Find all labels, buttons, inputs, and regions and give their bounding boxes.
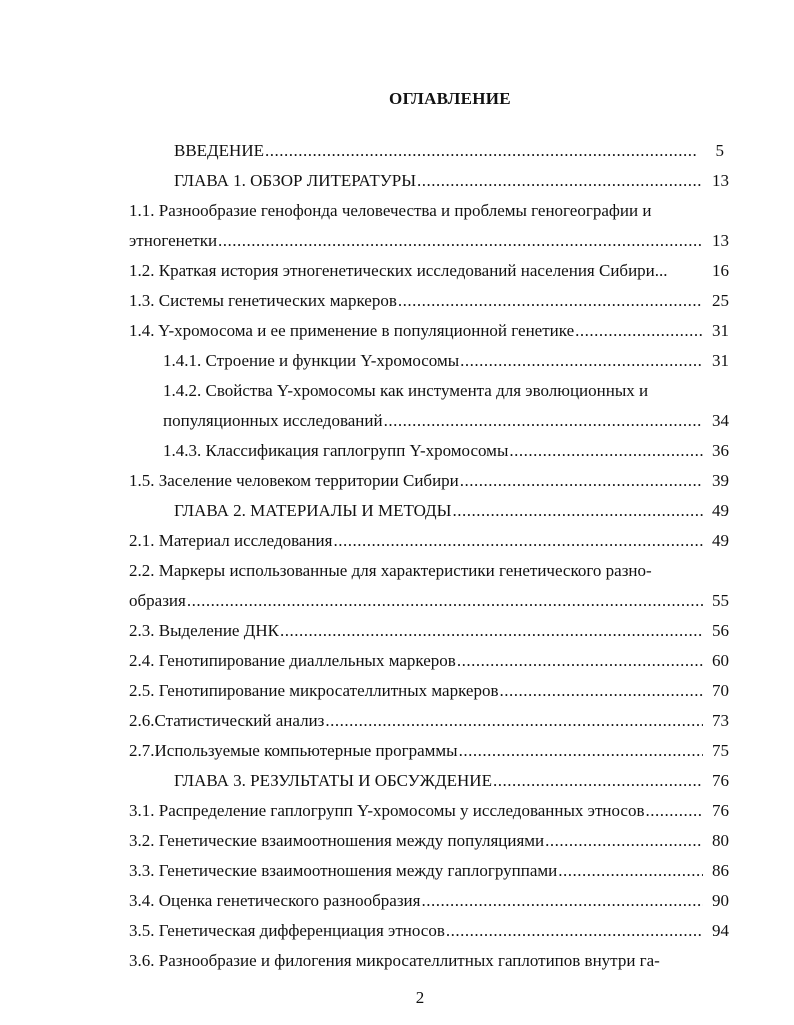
toc-entry-title: ГЛАВА 2. МАТЕРИАЛЫ И МЕТОДЫ <box>174 501 452 520</box>
toc-entry-3-3 <box>129 860 729 882</box>
toc-entry-2-2-line-1: 2.2. Маркеры использованные для характеристики генетического разно- <box>129 561 652 580</box>
leader-dots <box>280 620 703 642</box>
toc-entry-title: популяционных исследований <box>163 411 383 430</box>
toc-entry-title: 2.6.Статистический анализ <box>129 711 325 730</box>
toc-entry-title: 3.1. Распределение гаплогрупп Y-хромосомы у исследованных этносов <box>129 801 645 820</box>
toc-entry-page: 36 <box>712 441 729 460</box>
toc-entry-page: 56 <box>712 621 729 640</box>
leader-dots <box>500 680 704 702</box>
toc-entry-2-7 <box>129 740 729 762</box>
leader-dots <box>545 830 703 852</box>
toc-entry-page: 39 <box>712 471 729 490</box>
leader-dots <box>446 920 703 942</box>
toc-entry-title: 2.4. Генотипирование диаллельных маркеров <box>129 651 456 670</box>
leader-dots <box>333 530 703 552</box>
toc-entry-2-2 <box>129 590 729 612</box>
toc-entry-page: 94 <box>712 921 729 940</box>
toc-entry-title: этногенетки <box>129 231 218 250</box>
toc-entry-title: 2.1. Материал исследования <box>129 531 333 550</box>
toc-entry-page: 86 <box>712 861 729 880</box>
leader-dots <box>558 860 703 882</box>
toc-entry-title: 1.4.3. Классификация гаплогрупп Y-хромосомы <box>163 441 509 460</box>
toc-entry-1-4-2 <box>163 410 729 432</box>
leader-dots <box>218 230 703 252</box>
toc-entry-page: 31 <box>712 351 729 370</box>
toc-entry-3-2 <box>129 830 729 852</box>
toc-entry-title: образия <box>129 591 186 610</box>
toc-entry-page: 80 <box>712 831 729 850</box>
toc-entry-page: 76 <box>712 771 729 790</box>
toc-entry-page: 16 <box>712 261 729 280</box>
toc-entry-title: ГЛАВА 3. РЕЗУЛЬТАТЫ И ОБСУЖДЕНИЕ <box>174 771 492 790</box>
toc-entry-title: 1.3. Системы генетических маркеров <box>129 291 397 310</box>
toc-entry-2-4 <box>129 650 729 672</box>
toc-entry-page: 76 <box>712 801 729 820</box>
toc-entry-title: 3.2. Генетические взаимоотношения между популяциями <box>129 831 545 850</box>
leader-dots <box>398 290 703 312</box>
toc-entry-page: 13 <box>712 231 729 250</box>
toc-entry-page: 60 <box>712 651 729 670</box>
toc-entry-title: ВВЕДЕНИЕ <box>174 141 264 160</box>
toc-entry-1-4-1 <box>163 350 729 372</box>
leader-dots <box>325 710 703 732</box>
toc-entry-2-3 <box>129 620 729 642</box>
toc-entry-1-1-line-1: 1.1. Разнообразие генофонда человечества и проблемы геногеографии и <box>129 201 652 220</box>
toc-entry-1-5 <box>129 470 729 492</box>
toc-entry-page: 73 <box>712 711 729 730</box>
toc-entry-page: 5 <box>715 141 724 160</box>
toc-entry-title: 3.4. Оценка генетического разнообразия <box>129 891 421 910</box>
toc-entry-page: 70 <box>712 681 729 700</box>
toc-entry-1-4-2-line-1: 1.4.2. Свойства Y-хромосомы как инстумента для эволюционных и <box>163 381 649 400</box>
toc-entry-title: 1.4. Y-хромосома и ее применение в популяционной генетике <box>129 321 575 340</box>
leader-dots <box>417 170 703 192</box>
toc-entry-3-4 <box>129 890 729 912</box>
toc-entry-title: 1.4.1. Строение и функции Y-хромосомы <box>163 351 460 370</box>
toc-entry-page: 75 <box>712 741 729 760</box>
leader-dots <box>452 500 703 522</box>
toc-entry-title: 2.5. Генотипирование микросателлитных маркеров <box>129 681 499 700</box>
toc-entry-3-6-line-1: 3.6. Разнообразие и филогения микросателлитных гаплотипов внутри га- <box>129 951 660 970</box>
toc-entry-3-5 <box>129 920 729 942</box>
leader-dots <box>384 410 703 432</box>
toc-entry-title: 3.3. Генетические взаимоотношения между гаплогруппами <box>129 861 558 880</box>
leader-dots <box>459 740 703 762</box>
page-title: ОГЛАВЛЕНИЕ <box>389 89 511 108</box>
leader-dots <box>509 440 703 462</box>
leader-dots <box>575 320 703 342</box>
toc-entry-page: 90 <box>712 891 729 910</box>
leader-dots <box>646 800 704 822</box>
toc-entry-3-1 <box>129 800 729 822</box>
toc-entry-1-3 <box>129 290 729 312</box>
toc-entry-page: 13 <box>712 171 729 190</box>
toc-entry-1-1 <box>129 230 729 252</box>
toc-entry-1-4-3 <box>163 440 729 462</box>
toc-entry-page: 34 <box>712 411 729 430</box>
toc-entry-page: 49 <box>712 501 729 520</box>
leader-dots <box>460 470 703 492</box>
toc-entry-title: 1.2. Краткая история этногенетических исследований населения Сибири... <box>129 261 668 280</box>
leader-dots <box>460 350 703 372</box>
page-number: 2 <box>415 988 425 1007</box>
toc-entry-1-4 <box>129 320 729 342</box>
toc-entry-page: 25 <box>712 291 729 310</box>
toc-entry-title: 2.3. Выделение ДНК <box>129 621 279 640</box>
leader-dots <box>421 890 703 912</box>
toc-entry-introduction <box>174 140 724 162</box>
toc-entry-page: 49 <box>712 531 729 550</box>
toc-entry-2-1 <box>129 530 729 552</box>
toc-entry-title: 1.5. Заселение человеком территории Сибири <box>129 471 459 490</box>
toc-entry-title: ГЛАВА 1. ОБЗОР ЛИТЕРАТУРЫ <box>174 171 417 190</box>
toc-entry-1-2 <box>129 260 729 282</box>
toc-entry-title: 3.5. Генетическая дифференциация этносов <box>129 921 445 940</box>
leader-dots <box>493 770 703 792</box>
leader-dots <box>187 590 703 612</box>
toc-entry-chapter-2 <box>174 500 729 522</box>
toc-entry-chapter-3 <box>174 770 729 792</box>
toc-entry-page: 55 <box>712 591 729 610</box>
toc-entry-2-5 <box>129 680 729 702</box>
toc-entry-2-6 <box>129 710 729 732</box>
leader-dots <box>457 650 703 672</box>
toc-entry-page: 31 <box>712 321 729 340</box>
leader-dots <box>265 140 698 162</box>
toc-entry-title: 2.7.Используемые компьютерные программы <box>129 741 458 760</box>
toc-entry-chapter-1 <box>174 170 729 192</box>
